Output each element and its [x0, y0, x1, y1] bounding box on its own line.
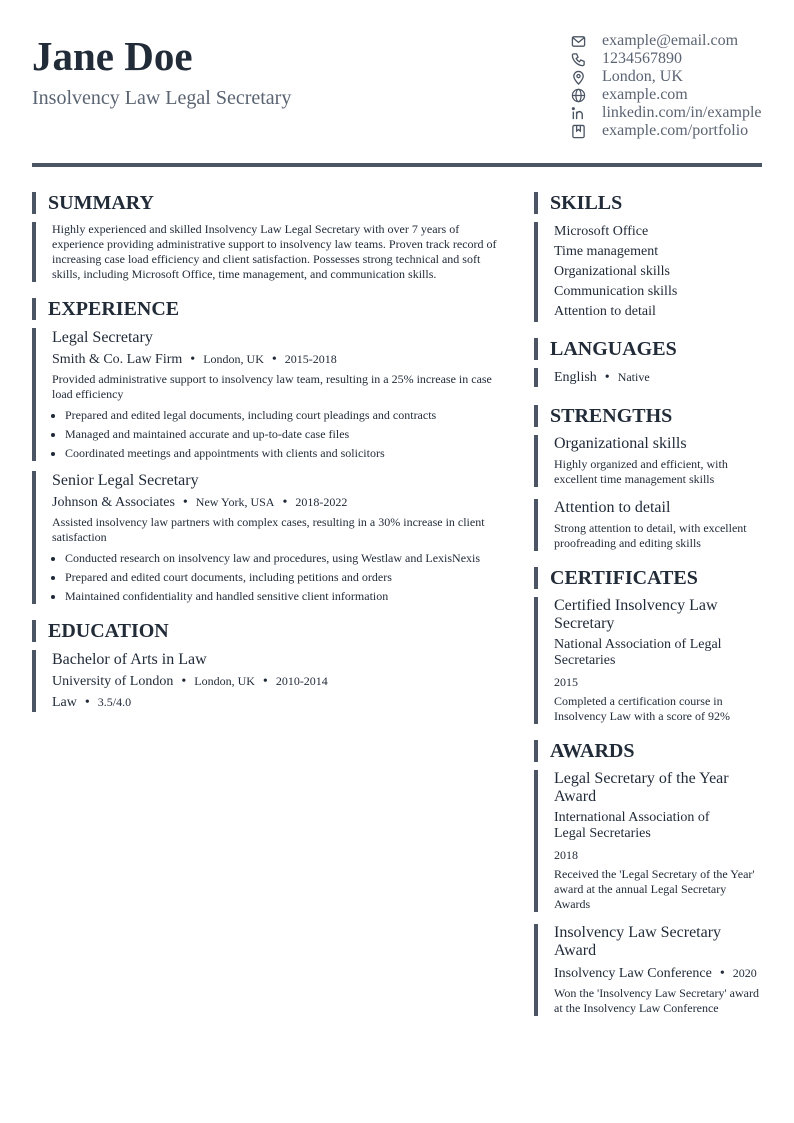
job-dates: 2015-2018: [284, 352, 337, 366]
separator-dot: •: [719, 966, 725, 981]
job-bullets: [52, 551, 510, 604]
language-item: [554, 368, 762, 387]
separator-dot: •: [182, 495, 188, 510]
contact-website[interactable]: [569, 86, 769, 104]
award-year: 2020: [732, 966, 757, 980]
job-bullet: • Maintained confidentiality and handled sensitive client information: [65, 589, 510, 604]
award-text: Won the 'Insolvency Law Secretary' award at the Insolvency Law Conference: [554, 986, 759, 1015]
resume-header: [32, 0, 762, 166]
separator-dot: •: [84, 695, 90, 710]
mail-icon: [569, 32, 587, 50]
contact-email-text: example@email.com: [602, 32, 739, 49]
skills-section: [534, 222, 762, 322]
summary-text: Highly experienced and skilled Insolvency Law Legal Secretary with over 7 years of experience providing administrative support to insolvency law teams. Proven track record of increasing case load efficiency and client satisfaction. Possesses strong technical and soft skills, including Microsoft Office, time management, and communication skills.: [52, 222, 497, 281]
gpa: 3.5/4.0: [97, 695, 132, 709]
strengths-heading: STRENGTHS: [534, 405, 762, 427]
strength-title: Organizational skills: [554, 435, 687, 452]
contact-location-text: London, UK: [602, 68, 683, 85]
contact-portfolio-text: example.com/portfolio: [602, 122, 749, 139]
contact-location: [569, 68, 769, 86]
company-name: Smith & Co. Law Firm: [52, 352, 183, 367]
job-title: Legal Secretary: [52, 329, 153, 346]
summary-section: [32, 222, 510, 282]
award-year: 2018: [554, 848, 578, 862]
separator-dot: •: [271, 352, 277, 367]
job-description: Assisted insolvency law partners with complex cases, resulting in a 30% increase in client satisfaction: [52, 515, 485, 544]
school-location: London, UK: [194, 674, 255, 688]
skills-heading: SKILLS: [534, 192, 762, 214]
summary-heading: SUMMARY: [32, 192, 510, 214]
award-title: Legal Secretary of the Year Award: [554, 770, 729, 805]
award-title: Insolvency Law Secretary Award: [554, 924, 722, 959]
award-item: [534, 770, 762, 912]
globe-icon: [569, 86, 587, 104]
certificate-title: Certified Insolvency Law Secretary: [554, 597, 718, 632]
header-divider: [32, 163, 762, 167]
job-meta: [52, 350, 510, 369]
job-dates: 2018-2022: [295, 495, 348, 509]
award-item: [534, 924, 762, 1016]
contact-list: [569, 32, 769, 140]
job-bullet: • Prepared and edited court documents, including petitions and orders: [65, 570, 510, 585]
experience-heading: EXPERIENCE: [32, 298, 510, 320]
languages-heading: LANGUAGES: [534, 338, 762, 360]
awards-heading: AWARDS: [534, 740, 762, 762]
job-location: London, UK: [203, 352, 264, 366]
award-issuer: International Association of Legal Secretaries: [554, 810, 710, 841]
certificate-year: 2015: [554, 675, 578, 689]
resume-page: [32, 0, 762, 1015]
job-bullets: [52, 408, 510, 461]
award-issuer: Insolvency Law Conference: [554, 966, 712, 981]
separator-dot: •: [181, 674, 187, 689]
experience-item: [32, 328, 510, 461]
skill-item: Time management: [554, 244, 659, 259]
education-field-meta: [52, 693, 510, 712]
contact-email[interactable]: [569, 32, 769, 50]
education-dates: 2010-2014: [275, 674, 328, 688]
strength-text: Strong attention to detail, with excellent proofreading and editing skills: [554, 521, 747, 550]
job-bullet: • Coordinated meetings and appointments with clients and solicitors: [65, 446, 510, 461]
right-column: [534, 192, 762, 1016]
language-level: Native: [617, 370, 650, 384]
separator-dot: •: [604, 370, 610, 385]
separator-dot: •: [190, 352, 196, 367]
skill-item: Microsoft Office: [554, 224, 649, 239]
candidate-name: Jane Doe: [32, 33, 193, 79]
strength-item: [534, 435, 762, 487]
school-name: University of London: [52, 674, 174, 689]
job-location: New York, USA: [195, 495, 275, 509]
job-bullet: • Conducted research on insolvency law and procedures, using Westlaw and LexisNexis: [65, 551, 510, 566]
phone-icon: [569, 50, 587, 68]
certificate-issuer: National Association of Legal Secretaries: [554, 637, 722, 668]
candidate-title: Insolvency Law Legal Secretary: [32, 87, 292, 109]
certificate-item: [534, 597, 762, 724]
job-title: Senior Legal Secretary: [52, 472, 199, 489]
linkedin-icon: [569, 104, 587, 122]
company-name: Johnson & Associates: [52, 495, 175, 510]
left-column: [32, 192, 510, 712]
strength-title: Attention to detail: [554, 499, 671, 516]
education-heading: EDUCATION: [32, 620, 510, 642]
job-bullet: • Prepared and edited legal documents, including court pleadings and contracts: [65, 408, 510, 423]
strength-text: Highly organized and efficient, with excellent time management skills: [554, 457, 728, 486]
award-text: Received the 'Legal Secretary of the Year' award at the annual Legal Secretary Awards: [554, 867, 755, 911]
strength-item: [534, 499, 762, 551]
field-of-study: Law: [52, 695, 77, 710]
contact-phone-text: 1234567890: [602, 50, 682, 67]
job-meta: [52, 493, 510, 512]
education-meta: [52, 672, 510, 691]
job-description: Provided administrative support to insolvency law team, resulting in a 25% increase in case load efficiency: [52, 372, 492, 401]
contact-linkedin[interactable]: [569, 104, 769, 122]
experience-item: [32, 471, 510, 604]
languages-section: [534, 368, 762, 387]
contact-phone[interactable]: [569, 50, 769, 68]
separator-dot: •: [282, 495, 288, 510]
certificate-text: Completed a certification course in Insolvency Law with a score of 92%: [554, 694, 730, 723]
language-name: English: [554, 370, 597, 385]
certificates-heading: CERTIFICATES: [534, 567, 762, 589]
contact-linkedin-text: linkedin.com/in/example: [602, 104, 762, 121]
skill-item: Organizational skills: [554, 264, 670, 279]
skill-item: Attention to detail: [554, 304, 656, 319]
job-bullet: • Managed and maintained accurate and up-to-date case files: [65, 427, 510, 442]
separator-dot: •: [262, 674, 268, 689]
award-meta: [554, 964, 762, 983]
location-pin-icon: [569, 68, 587, 86]
contact-website-text: example.com: [602, 86, 688, 103]
contact-portfolio[interactable]: [569, 122, 769, 140]
skill-item: Communication skills: [554, 284, 678, 299]
degree-name: Bachelor of Arts in Law: [52, 651, 207, 668]
education-item: [32, 650, 510, 712]
portfolio-icon: [569, 122, 587, 140]
